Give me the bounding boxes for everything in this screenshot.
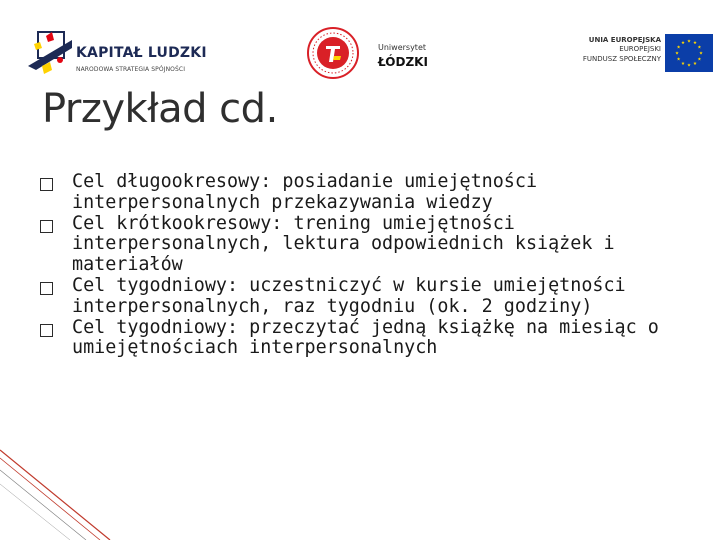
university-name-line2: ŁÓDZKI <box>378 55 428 69</box>
eu-text-block <box>583 36 661 64</box>
square-bullet-icon <box>40 220 53 233</box>
eu-line3: FUNDUSZ SPOŁECZNY <box>582 54 661 63</box>
bullet-item <box>40 276 700 318</box>
bullet-text: Cel tygodniowy: przeczytać jedną książkę na miesiąc o umiejętnościach interpersonalnych <box>72 316 659 359</box>
bullet-item <box>40 318 700 360</box>
bullet-item <box>40 214 700 276</box>
kapital-ludzki-mark-icon <box>28 26 72 80</box>
university-name-line1: Uniwersytet <box>378 43 426 52</box>
unia-europejska-logo <box>553 34 713 76</box>
kapital-ludzki-logo <box>28 26 210 80</box>
eu-line1: UNIA EUROPEJSKA <box>588 36 661 44</box>
square-bullet-icon <box>40 178 53 191</box>
square-bullet-icon <box>40 282 53 295</box>
bullet-text: Cel krótkookresowy: trening umiejętności interpersonalnych, lektura odpowiednich książek i materiałów <box>72 212 615 276</box>
uniwersytet-lodzki-logo <box>306 26 436 80</box>
bullet-text: Cel długookresowy: posiadanie umiejętności interpersonalnych przekazywania wiedzy <box>72 171 538 213</box>
square-bullet-icon <box>40 324 53 337</box>
bullet-item <box>40 172 700 214</box>
eu-flag-icon <box>665 34 713 72</box>
decorative-lines <box>0 440 120 540</box>
slide-title: Przykład cd. <box>42 86 278 132</box>
kapital-ludzki-subtitle: NARODOWA STRATEGIA SPÓJNOŚCI <box>76 66 186 73</box>
university-seal-icon <box>306 26 360 80</box>
kapital-ludzki-title: KAPITAŁ LUDZKI <box>76 45 207 61</box>
bullet-list <box>40 172 700 359</box>
bullet-text: Cel tygodniowy: uczestniczyć w kursie umiejętności interpersonalnych, raz tygodniu (ok. 2 godziny) <box>72 274 626 317</box>
eu-line2: EUROPEJSKI <box>619 45 661 54</box>
